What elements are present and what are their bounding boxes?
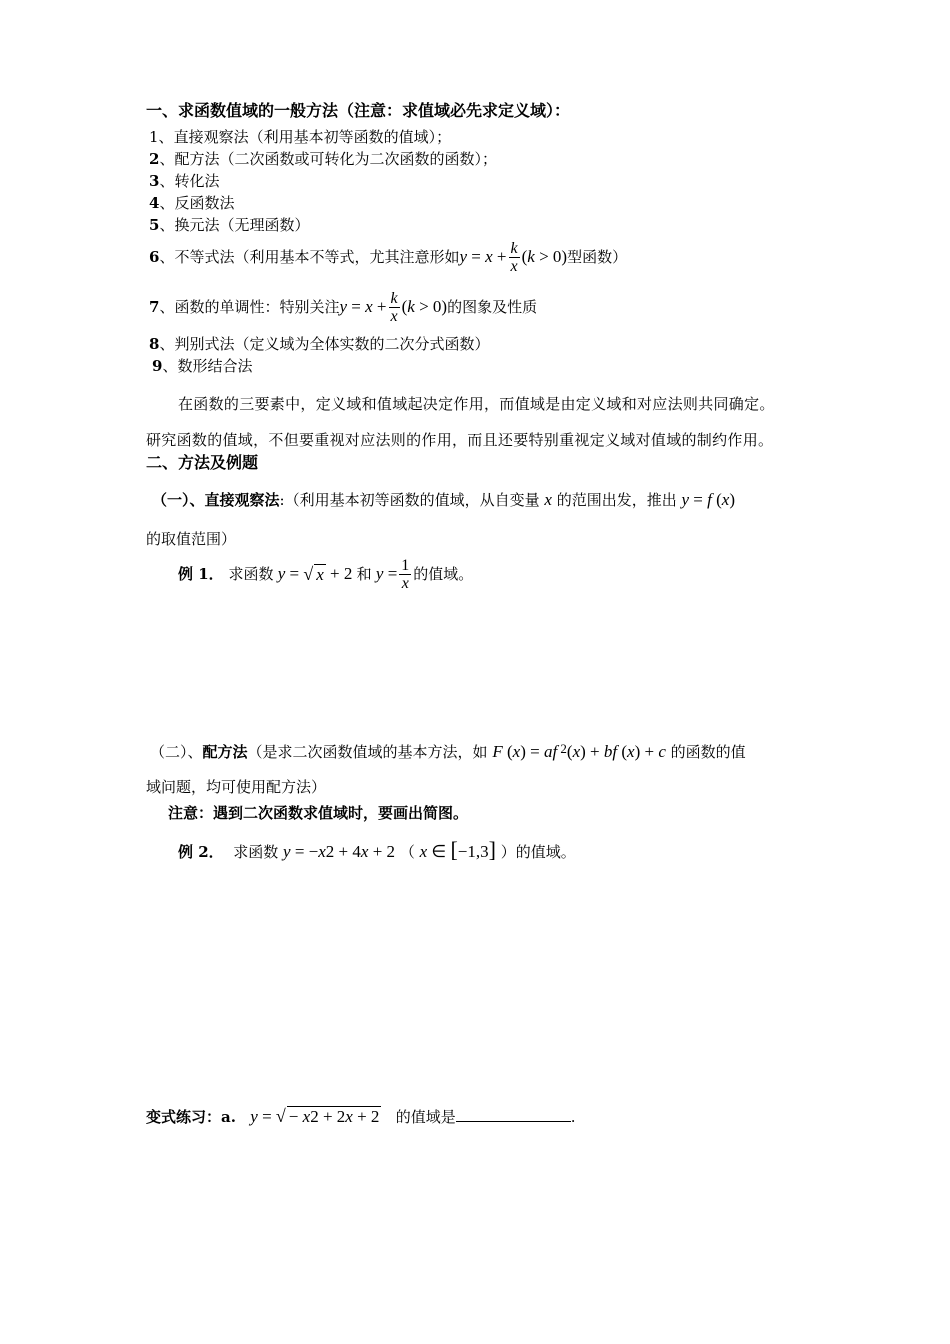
formula-y-quadratic: y = −x2 + 4x + 2 [283, 842, 396, 861]
formula-y-sqrt-x-plus-2: y = √ x + 2 [273, 564, 357, 584]
list-item-6: 6 、 不等式法（利用基本不等式，尤其注意形如 y = x + $\frac{k}{x}$ ( k > 0) 型函数） [149, 239, 628, 275]
exercise: 变式练习：a. y = √ − x2 + 2x + 2 的值域是 . [146, 1106, 576, 1126]
note: 注意：遇到二次函数求值域时，要画出简图。 [168, 804, 469, 822]
formula-x-in-interval: x ∈ [−1,3] [419, 837, 496, 862]
method1-cont: 的取值范围） [146, 530, 237, 548]
method2-heading: 配方法 [202, 743, 248, 761]
list-item-4: 4、反函数法 [149, 194, 235, 212]
paragraph-line-1: 在函数的三要素中，定义域和值域起决定作用，而值域是由定义域和对应法则共同确定。 [178, 395, 775, 413]
formula-y-1-over-x: y = $\frac{1}{x}$ [371, 556, 410, 592]
method2-line: （二）、配方法（是求二次函数值域的基本方法，如 F (x) = af 2(x) + bf (x) + c 的函数的值 [150, 741, 746, 761]
formula-y-x-plus-k-over-x-2: y = x + $\frac{k}{x}$ ( k > 0) [339, 289, 448, 325]
example1: 例 1． 求函数 y = √ x + 2 和 y = $\frac{1}{x}$ 的值域。 [178, 556, 474, 592]
section1-title: 一、求函数值域的一般方法（注意：求值域必先求定义域）： [146, 101, 571, 120]
list-item-9: 9、数形结合法 [152, 357, 253, 375]
method2-cont: 域问题，均可使用配方法） [146, 778, 327, 796]
list-item-7: 7 、 函数的单调性：特别关注 y = x + $\frac{k}{x}$ ( k > 0) 的图象及性质 [149, 289, 538, 325]
var-x: x [544, 490, 552, 509]
paragraph-line-2: 研究函数的值域，不但要重视对应法则的作用，而且还要特别重视定义域对值域的制约作用。 [146, 431, 774, 449]
list-item-1: 1、直接观察法（利用基本初等函数的值域）； [149, 128, 452, 146]
answer-blank [456, 1107, 571, 1122]
example2: 例 2． 求函数 y = −x2 + 4x + 2 （ x ∈ [−1,3] ）的值域。 [178, 837, 576, 862]
list-item-3: 3、转化法 [149, 172, 220, 190]
formula-y-x-plus-k-over-x: y = x + $\frac{k}{x}$ ( k > 0) [459, 239, 568, 275]
method1-line: （一）、直接观察法:（利用基本初等函数的值域，从自变量 x 的范围出发，推出 y = f (x) [152, 490, 735, 509]
formula-F-x: F (x) = af 2(x) + bf (x) + c [492, 741, 666, 761]
formula-y-equals-f-x: y = f (x) [681, 490, 735, 509]
list-item-5: 5、换元法（无理函数） [149, 216, 310, 234]
list-item-2: 2、配方法（二次函数或可转化为二次函数的函数）； [149, 150, 497, 168]
formula-y-sqrt-quadratic: y = √ − x2 + 2x + 2 [250, 1106, 380, 1126]
section2-title: 二、方法及例题 [146, 453, 259, 472]
list-item-8: 8、判别式法（定义域为全体实数的二次分式函数） [149, 335, 490, 353]
method1-heading: （一）、直接观察法 [152, 491, 280, 509]
